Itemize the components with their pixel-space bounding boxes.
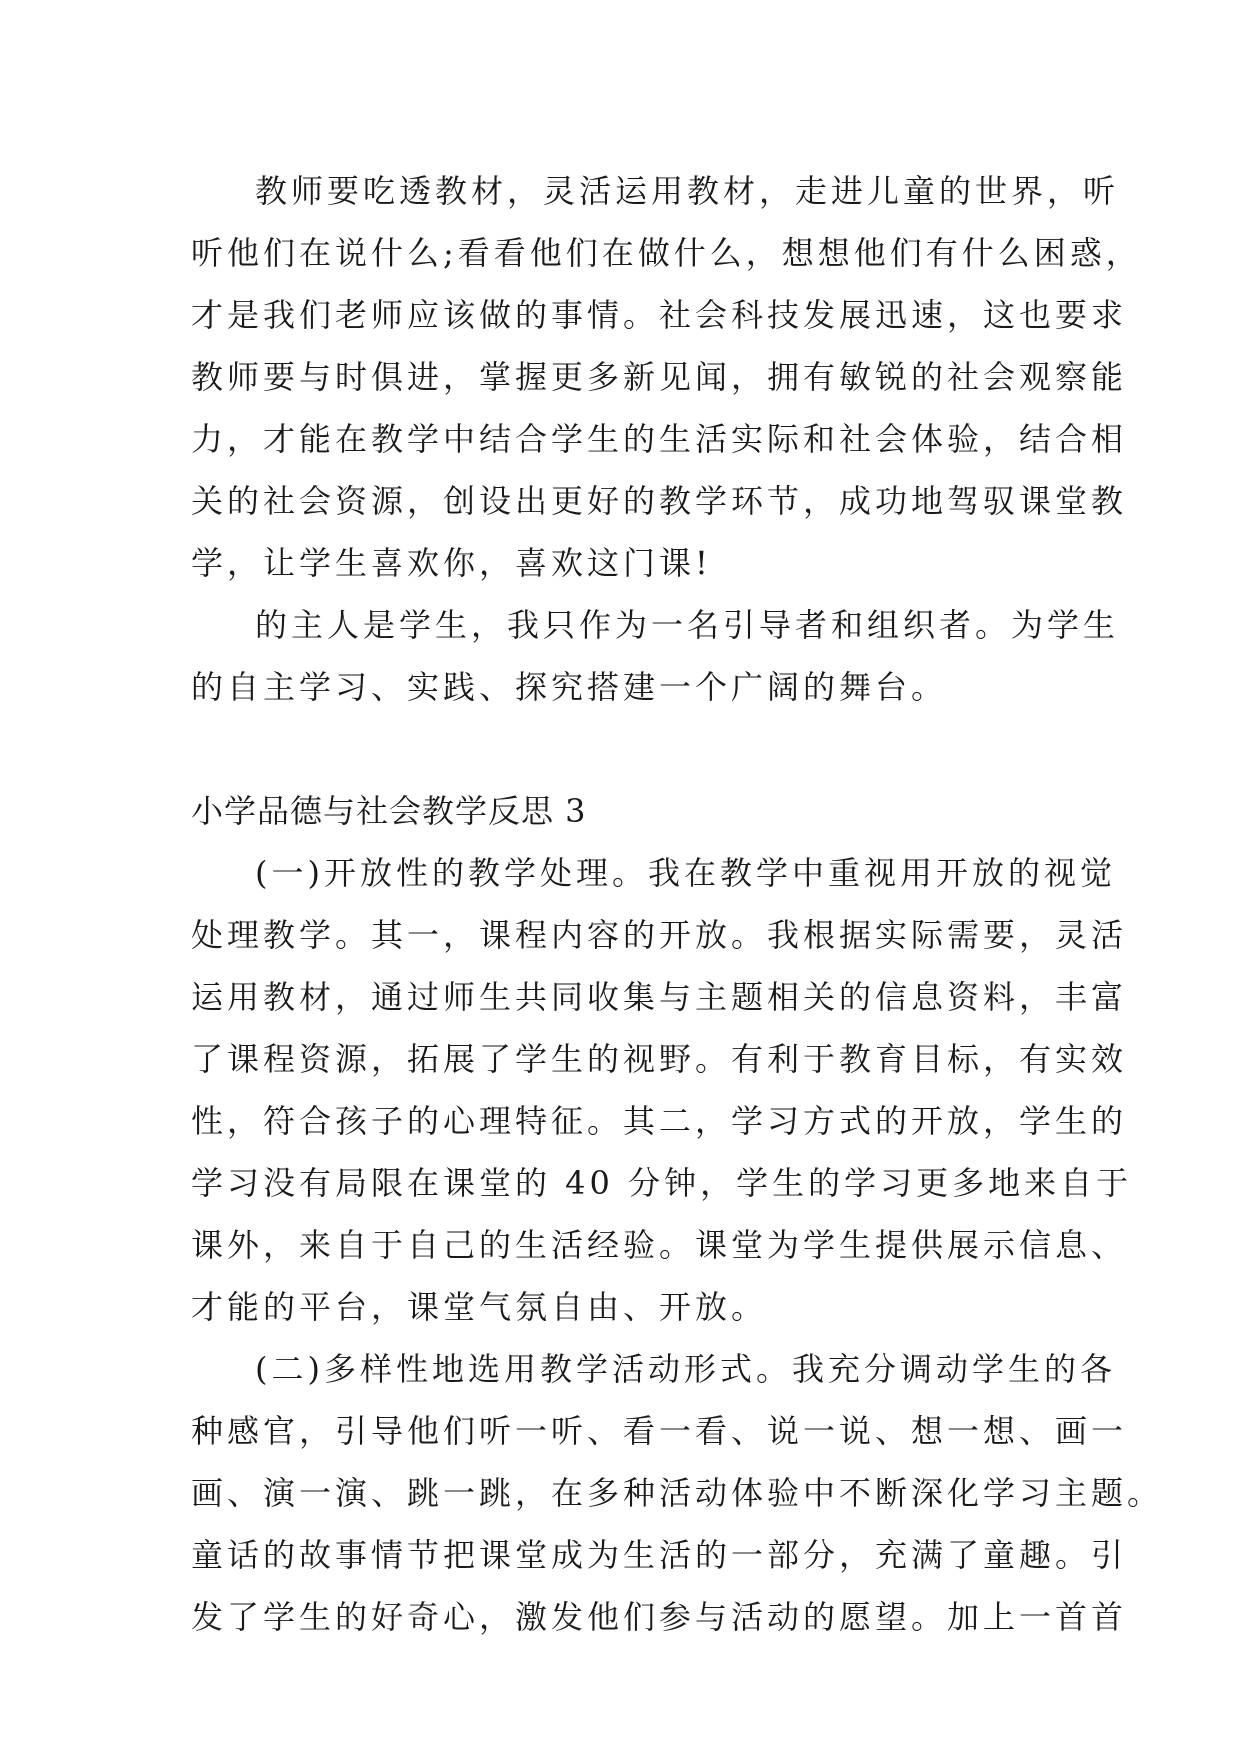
text-line: 力，才能在教学中结合学生的生活实际和社会体验，结合相 (191, 420, 1128, 458)
text-line: 了课程资源，拓展了学生的视野。有利于教育目标，有实效 (191, 1040, 1128, 1078)
text-line: 的主人是学生，我只作为一名引导者和组织者。为学生 (255, 606, 1120, 644)
text-line: 关的社会资源，创设出更好的教学环节，成功地驾驭课堂教 (191, 482, 1128, 520)
text-line: 性，符合孩子的心理特征。其二，学习方式的开放，学生的 (191, 1102, 1128, 1140)
text-line: 教师要吃透教材，灵活运用教材，走进儿童的世界，听 (255, 172, 1120, 210)
text-line: (二)多样性地选用教学活动形式。我充分调动学生的各 (255, 1350, 1116, 1388)
blank-line (191, 718, 1059, 780)
paragraph (191, 1338, 1164, 1648)
text-line: 的自主学习、实践、探究搭建一个广阔的舞台。 (191, 668, 948, 706)
text-line: 听他们在说什么;看看他们在做什么，想想他们有什么困惑， (191, 234, 1142, 272)
text-line: 学习没有局限在课堂的 40 分钟，学生的学习更多地来自于 (191, 1164, 1133, 1202)
text-line: 学，让学生喜欢你，喜欢这门课! (191, 544, 712, 582)
paragraph (191, 842, 1133, 1338)
paragraph (191, 160, 1142, 594)
text-line: 童话的故事情节把课堂成为生活的一部分，充满了童趣。引 (191, 1536, 1128, 1574)
text-line: 画、演一演、跳一跳，在多种活动体验中不断深化学习主题。 (191, 1474, 1164, 1512)
text-line: 处理教学。其一，课程内容的开放。我根据实际需要，灵活 (191, 916, 1128, 954)
document-body (191, 160, 1164, 1648)
text-line: 才能的平台，课堂气氛自由、开放。 (191, 1288, 768, 1326)
section-heading: 小学品德与社会教学反思 3 (191, 792, 587, 830)
paragraph (191, 594, 1120, 718)
text-line: 种感官，引导他们听一听、看一看、说一说、想一想、画一 (191, 1412, 1128, 1450)
text-line: 发了学生的好奇心，激发他们参与活动的愿望。加上一首首 (191, 1598, 1128, 1636)
text-line: (一)开放性的教学处理。我在教学中重视用开放的视觉 (255, 854, 1116, 892)
text-line: 课外，来自于自己的生活经验。课堂为学生提供展示信息、 (191, 1226, 1128, 1264)
text-line: 运用教材，通过师生共同收集与主题相关的信息资料，丰富 (191, 978, 1128, 1016)
text-line: 教师要与时俱进，掌握更多新见闻，拥有敏锐的社会观察能 (191, 358, 1128, 396)
text-line: 才是我们老师应该做的事情。社会科技发展迅速，这也要求 (191, 296, 1128, 334)
